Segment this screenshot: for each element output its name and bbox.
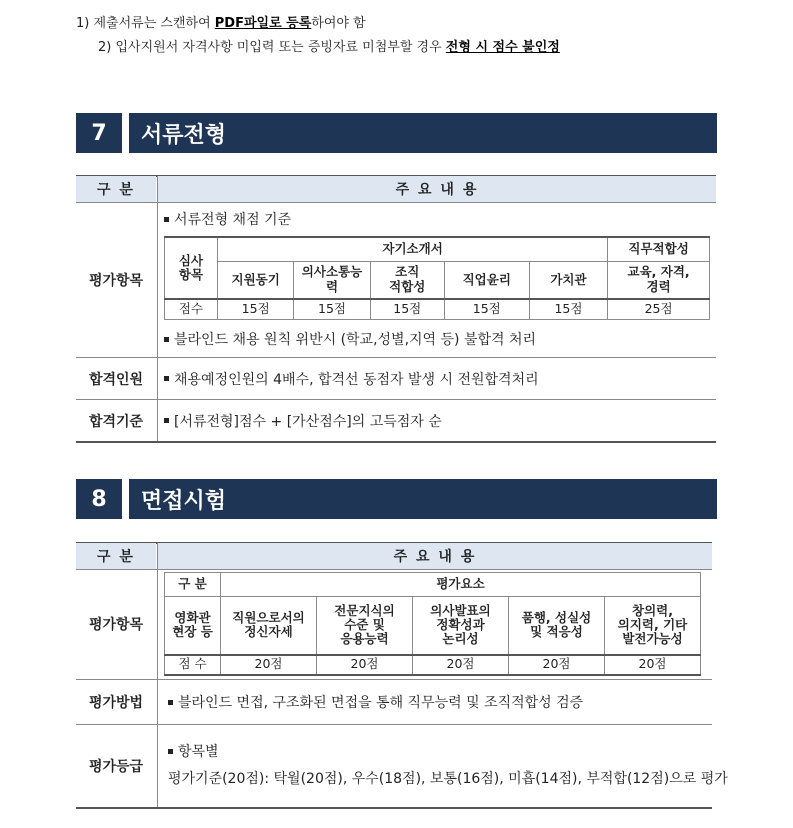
s8-method-label: 평가방법 xyxy=(88,695,144,711)
bullet-icon xyxy=(164,217,169,222)
s8-col: 창의력, 의지력, 기타 발전가능성 xyxy=(605,597,701,655)
s8-grade-text: 평가기준(20점): 탁월(20점), 우수(18점), 보통(16점), 미흡(14점), 부적합(12점)으로 평가 xyxy=(168,771,728,787)
s8-col: 직원으로서의 정신자세 xyxy=(221,597,317,655)
s8-row-rule-2 xyxy=(76,724,712,725)
s8-score: 20점 xyxy=(605,655,701,675)
s7-col: 조직 적합성 xyxy=(370,261,444,299)
note-1: 1) 제출서류는 스캔하여 PDF파일로 등록하여야 함 xyxy=(76,16,366,31)
s7-pass-count-label: 합격인원 xyxy=(88,371,144,388)
s8-score-label: 점 수 xyxy=(165,655,221,675)
s7-header-rule xyxy=(76,202,716,203)
s7-col: 의사소통능 력 xyxy=(294,261,370,299)
s7-header-col2: 주 요 내 용 xyxy=(158,176,716,202)
s7-col: 교육, 자격, 경력 xyxy=(608,261,710,299)
note-2-emphasis: 전형 시 점수 불인정 xyxy=(445,40,560,55)
s7-pass-count-text: 채용예정인원의 4배수, 합격선 동점자 발생 시 전원합격처리 xyxy=(164,358,539,399)
s8-score: 20점 xyxy=(317,655,413,675)
s8-grade-label: 평가등급 xyxy=(88,759,144,775)
s8-eval-label: 평가항목 xyxy=(88,617,144,633)
s7-score: 15점 xyxy=(370,299,444,319)
s7-item-header: 심사 항목 xyxy=(165,237,218,299)
section-7-title: 서류전형 xyxy=(129,113,717,153)
s7-score: 25점 xyxy=(608,299,710,319)
s7-eval-intro: 서류전형 채점 기준 xyxy=(164,208,291,230)
s7-header-col1: 구 분 xyxy=(76,176,156,202)
s7-col-divider xyxy=(157,176,158,442)
bullet-icon xyxy=(164,418,169,423)
s8-item-header: 구 분 xyxy=(165,573,221,597)
bullet-icon xyxy=(168,749,173,754)
bullet-icon xyxy=(164,337,169,342)
s8-score: 20점 xyxy=(509,655,605,675)
section-8-number: 8 xyxy=(76,479,122,519)
s8-score: 20점 xyxy=(413,655,509,675)
s8-header-col1: 구 분 xyxy=(76,543,156,569)
s8-group-eval: 평가요소 xyxy=(221,573,701,597)
s7-pass-criteria-label: 합격기준 xyxy=(88,413,144,430)
s8-criteria-table xyxy=(164,572,701,676)
bullet-icon xyxy=(164,376,169,381)
s7-score-label: 점수 xyxy=(165,299,218,319)
bullet-icon xyxy=(168,700,173,705)
s7-score: 15점 xyxy=(294,299,370,319)
s7-group-self-intro: 자기소개서 xyxy=(218,237,608,261)
s8-score: 20점 xyxy=(221,655,317,675)
s7-score: 15점 xyxy=(218,299,294,319)
s7-pass-criteria-text: [서류전형]점수 + [가산점수]의 고득점자 순 xyxy=(164,400,442,441)
s7-score: 15점 xyxy=(444,299,529,319)
section-8-title: 면접시험 xyxy=(129,479,717,519)
s7-col: 직업윤리 xyxy=(444,261,529,299)
s7-group-job-fit: 직무적합성 xyxy=(608,237,710,261)
note-1-emphasis: PDF파일로 등록 xyxy=(214,16,312,31)
s8-bottom-rule xyxy=(76,807,712,809)
s7-col: 지원동기 xyxy=(218,261,294,299)
section-7-number: 7 xyxy=(76,113,122,153)
s8-col: 의사발표의 정확성과 논리성 xyxy=(413,597,509,655)
s8-col: 품행, 성실성 및 적응성 xyxy=(509,597,605,655)
s7-criteria-table xyxy=(164,236,710,320)
s8-col-divider xyxy=(157,543,158,808)
s8-header-col2: 주 요 내 용 xyxy=(158,543,712,569)
s7-eval-label: 평가항목 xyxy=(88,273,144,289)
s8-grade-title: 항목별 xyxy=(168,740,219,762)
note-2: 2) 입사지원서 자격사항 미입력 또는 증빙자료 미첨부할 경우 전형 시 점수 불인정 xyxy=(98,40,560,55)
s8-header-rule xyxy=(76,569,712,570)
s7-col: 가치관 xyxy=(529,261,608,299)
s8-col: 전문지식의 수준 및 응용능력 xyxy=(317,597,413,655)
s7-bottom-rule xyxy=(76,441,716,443)
s7-eval-footer: 블라인드 채용 원칙 위반시 (학교,성별,지역 등) 불합격 처리 xyxy=(164,328,536,350)
s8-method-text: 블라인드 면접, 구조화된 면접을 통해 직무능력 및 조직적합성 검증 xyxy=(168,680,583,724)
s7-score: 15점 xyxy=(529,299,608,319)
s8-row-header: 영화관 현장 등 xyxy=(165,597,221,655)
